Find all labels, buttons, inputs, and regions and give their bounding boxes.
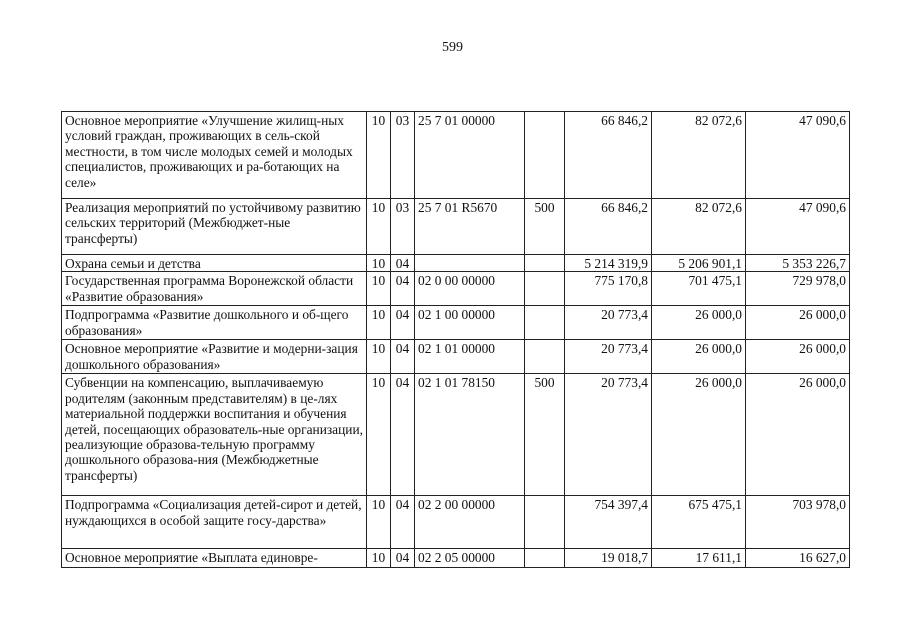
row-year1-amount: 754 397,4: [565, 496, 652, 549]
row-expense-type: [525, 340, 565, 374]
row-section: 10: [367, 112, 391, 199]
row-section: 10: [367, 374, 391, 496]
row-year3-amount: 703 978,0: [746, 496, 850, 549]
table-row: [62, 340, 850, 374]
row-year2-amount: 82 072,6: [652, 199, 746, 255]
row-section: 10: [367, 340, 391, 374]
table-body: [62, 112, 850, 568]
row-target-code: 02 2 05 00000: [415, 549, 525, 568]
row-target-code: 02 1 01 78150: [415, 374, 525, 496]
row-name: Реализация мероприятий по устойчивому развитию сельских территорий (Межбюджет-ные трансферты): [62, 199, 367, 255]
row-year1-amount: 20 773,4: [565, 306, 652, 340]
row-expense-type: 500: [525, 374, 565, 496]
row-target-code: 02 1 00 00000: [415, 306, 525, 340]
row-year1-amount: 20 773,4: [565, 340, 652, 374]
row-year3-amount: 26 000,0: [746, 374, 850, 496]
row-name: Подпрограмма «Социализация детей-сирот и детей, нуждающихся в особой защите госу-дарства»: [62, 496, 367, 549]
row-section: 10: [367, 255, 391, 272]
row-target-code: [415, 255, 525, 272]
row-year2-amount: 82 072,6: [652, 112, 746, 199]
row-target-code: 02 0 00 00000: [415, 272, 525, 306]
table-row: [62, 306, 850, 340]
budget-table: [61, 111, 850, 568]
row-expense-type: [525, 272, 565, 306]
row-name: Государственная программа Воронежской области «Развитие образования»: [62, 272, 367, 306]
row-section: 10: [367, 496, 391, 549]
row-target-code: 25 7 01 00000: [415, 112, 525, 199]
table-row: [62, 549, 850, 568]
row-section: 10: [367, 199, 391, 255]
row-expense-type: [525, 306, 565, 340]
row-target-code: 25 7 01 R5670: [415, 199, 525, 255]
row-year2-amount: 701 475,1: [652, 272, 746, 306]
row-year2-amount: 26 000,0: [652, 374, 746, 496]
row-year3-amount: 5 353 226,7: [746, 255, 850, 272]
table-row: [62, 112, 850, 199]
row-subsection: 04: [391, 306, 415, 340]
row-year1-amount: 66 846,2: [565, 199, 652, 255]
row-year1-amount: 19 018,7: [565, 549, 652, 568]
page-number: 599: [442, 40, 463, 55]
row-section: 10: [367, 272, 391, 306]
row-subsection: 04: [391, 549, 415, 568]
table-row: [62, 496, 850, 549]
row-expense-type: [525, 255, 565, 272]
row-year2-amount: 5 206 901,1: [652, 255, 746, 272]
row-name: Субвенции на компенсацию, выплачиваемую родителям (законным представителям) в це-лях материальной поддержки воспитания и обучения детей, посещающих образователь-ные организации, реализующие образова-тельную программу дошкольного образова-ния (Межбюджетные трансферты): [62, 374, 367, 496]
row-year3-amount: 729 978,0: [746, 272, 850, 306]
row-target-code: 02 1 01 00000: [415, 340, 525, 374]
row-year1-amount: 5 214 319,9: [565, 255, 652, 272]
row-year3-amount: 47 090,6: [746, 112, 850, 199]
row-year1-amount: 20 773,4: [565, 374, 652, 496]
row-name: Охрана семьи и детства: [62, 255, 367, 272]
row-subsection: 04: [391, 255, 415, 272]
row-year3-amount: 26 000,0: [746, 306, 850, 340]
row-expense-type: [525, 112, 565, 199]
row-name: Основное мероприятие «Развитие и модерни-зация дошкольного образования»: [62, 340, 367, 374]
table-row: [62, 374, 850, 496]
table-row: [62, 272, 850, 306]
row-year1-amount: 775 170,8: [565, 272, 652, 306]
row-expense-type: [525, 549, 565, 568]
row-name: Основное мероприятие «Выплата единовре-: [62, 549, 367, 568]
row-year2-amount: 26 000,0: [652, 306, 746, 340]
row-section: 10: [367, 549, 391, 568]
row-expense-type: 500: [525, 199, 565, 255]
row-section: 10: [367, 306, 391, 340]
row-expense-type: [525, 496, 565, 549]
row-subsection: 03: [391, 199, 415, 255]
row-year3-amount: 16 627,0: [746, 549, 850, 568]
row-name: Подпрограмма «Развитие дошкольного и об-щего образования»: [62, 306, 367, 340]
table-row: [62, 199, 850, 255]
row-subsection: 03: [391, 112, 415, 199]
row-year3-amount: 47 090,6: [746, 199, 850, 255]
row-subsection: 04: [391, 272, 415, 306]
table-row: [62, 255, 850, 272]
row-year2-amount: 17 611,1: [652, 549, 746, 568]
row-year1-amount: 66 846,2: [565, 112, 652, 199]
row-year2-amount: 26 000,0: [652, 340, 746, 374]
row-subsection: 04: [391, 340, 415, 374]
row-target-code: 02 2 00 00000: [415, 496, 525, 549]
row-subsection: 04: [391, 374, 415, 496]
row-name: Основное мероприятие «Улучшение жилищ-ных условий граждан, проживающих в сель-ской местности, в том числе молодых семей и молодых специалистов, проживающих и ра-ботающих на селе»: [62, 112, 367, 199]
row-year3-amount: 26 000,0: [746, 340, 850, 374]
row-subsection: 04: [391, 496, 415, 549]
row-year2-amount: 675 475,1: [652, 496, 746, 549]
